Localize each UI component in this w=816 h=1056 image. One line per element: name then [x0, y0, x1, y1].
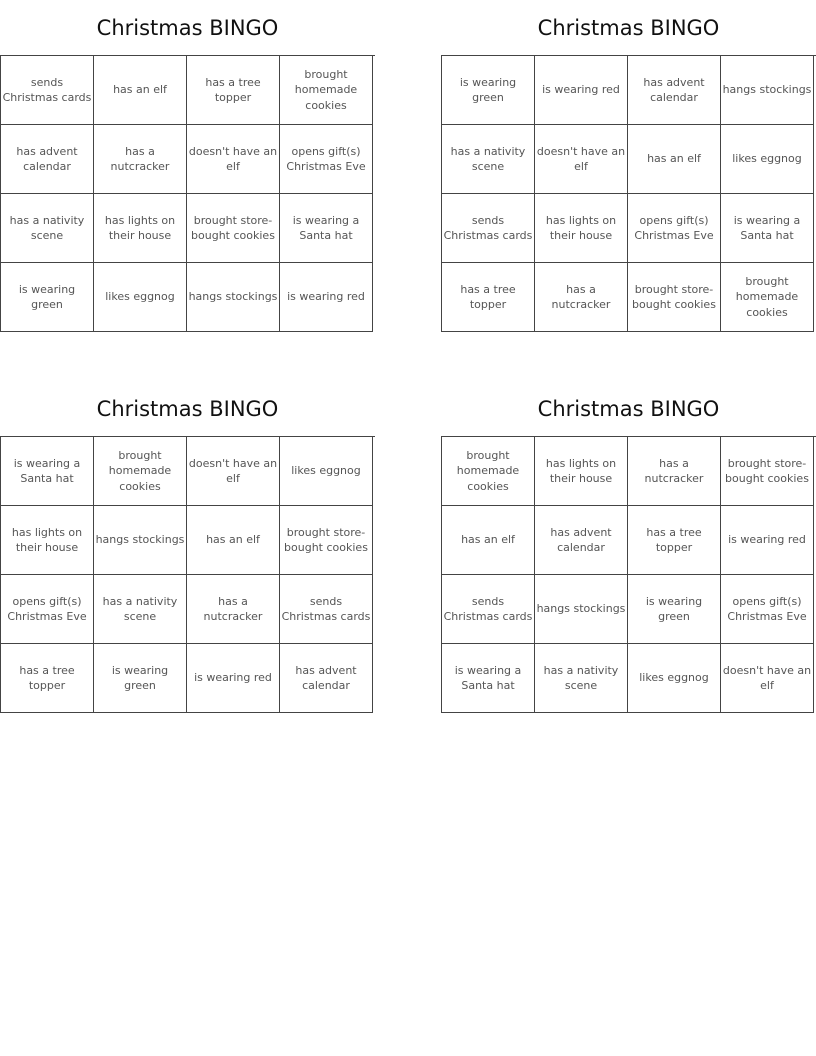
bingo-cell: has advent calendar: [535, 506, 628, 575]
bingo-cell: sends Christmas cards: [442, 194, 535, 263]
bingo-cell: has lights on their house: [535, 194, 628, 263]
bingo-grid: [441, 436, 816, 713]
bingo-grid: [441, 55, 816, 332]
bingo-cell: brought store-bought cookies: [721, 437, 814, 506]
bingo-cell: has lights on their house: [94, 194, 187, 263]
bingo-cell: is wearing green: [628, 575, 721, 644]
bingo-grid: [0, 55, 375, 332]
bingo-cell: is wearing green: [94, 644, 187, 713]
bingo-cell: has advent calendar: [280, 644, 373, 713]
bingo-cell: has a nativity scene: [94, 575, 187, 644]
bingo-card-3: [0, 381, 375, 692]
bingo-cell: has a tree topper: [1, 644, 94, 713]
bingo-cell: has an elf: [442, 506, 535, 575]
bingo-cell: has a nativity scene: [442, 125, 535, 194]
bingo-cell: brought homemade cookies: [442, 437, 535, 506]
bingo-cell: has a tree topper: [442, 263, 535, 332]
bingo-cell: has lights on their house: [1, 506, 94, 575]
bingo-cell: has a nutcracker: [187, 575, 280, 644]
bingo-cell: brought homemade cookies: [280, 56, 373, 125]
bingo-cell: likes eggnog: [628, 644, 721, 713]
bingo-cell: brought store-bought cookies: [280, 506, 373, 575]
bingo-cell: has an elf: [94, 56, 187, 125]
card-title: Christmas BINGO: [96, 16, 279, 40]
bingo-cell: has a tree topper: [628, 506, 721, 575]
bingo-cell: sends Christmas cards: [1, 56, 94, 125]
bingo-cell: is wearing red: [535, 56, 628, 125]
bingo-cell: likes eggnog: [280, 437, 373, 506]
bingo-cell: opens gift(s) Christmas Eve: [1, 575, 94, 644]
bingo-cell: has a tree topper: [187, 56, 280, 125]
bingo-cell: opens gift(s) Christmas Eve: [721, 575, 814, 644]
bingo-cell: brought store-bought cookies: [187, 194, 280, 263]
bingo-cell: has a nativity scene: [535, 644, 628, 713]
card-title: Christmas BINGO: [537, 16, 720, 40]
bingo-cell: likes eggnog: [94, 263, 187, 332]
bingo-cell: brought store-bought cookies: [628, 263, 721, 332]
bingo-cell: is wearing a Santa hat: [1, 437, 94, 506]
bingo-grid: [0, 436, 375, 713]
bingo-cell: is wearing a Santa hat: [280, 194, 373, 263]
bingo-cell: has an elf: [628, 125, 721, 194]
bingo-cell: is wearing red: [187, 644, 280, 713]
bingo-cell: has lights on their house: [535, 437, 628, 506]
bingo-cell: opens gift(s) Christmas Eve: [628, 194, 721, 263]
bingo-cell: sends Christmas cards: [280, 575, 373, 644]
bingo-cell: has a nativity scene: [1, 194, 94, 263]
bingo-cell: is wearing red: [721, 506, 814, 575]
bingo-cell: is wearing green: [442, 56, 535, 125]
bingo-cell: has a nutcracker: [94, 125, 187, 194]
bingo-cell: brought homemade cookies: [721, 263, 814, 332]
bingo-cell: sends Christmas cards: [442, 575, 535, 644]
bingo-cell: is wearing red: [280, 263, 373, 332]
bingo-cell: doesn't have an elf: [187, 125, 280, 194]
bingo-cell: has an elf: [187, 506, 280, 575]
bingo-cell: opens gift(s) Christmas Eve: [280, 125, 373, 194]
bingo-cell: doesn't have an elf: [721, 644, 814, 713]
bingo-cell: has advent calendar: [1, 125, 94, 194]
bingo-cell: doesn't have an elf: [535, 125, 628, 194]
bingo-cell: brought homemade cookies: [94, 437, 187, 506]
bingo-cell: hangs stockings: [535, 575, 628, 644]
bingo-cell: likes eggnog: [721, 125, 814, 194]
bingo-cell: is wearing green: [1, 263, 94, 332]
bingo-card-1: [0, 0, 375, 311]
card-title: Christmas BINGO: [537, 397, 720, 421]
bingo-card-2: [441, 0, 816, 319]
card-title: Christmas BINGO: [96, 397, 279, 421]
bingo-cell: has a nutcracker: [535, 263, 628, 332]
bingo-cell: has advent calendar: [628, 56, 721, 125]
bingo-cell: hangs stockings: [187, 263, 280, 332]
bingo-cell: is wearing a Santa hat: [442, 644, 535, 713]
bingo-cell: is wearing a Santa hat: [721, 194, 814, 263]
bingo-cell: doesn't have an elf: [187, 437, 280, 506]
bingo-cell: has a nutcracker: [628, 437, 721, 506]
bingo-card-4: [441, 381, 816, 692]
bingo-cell: hangs stockings: [94, 506, 187, 575]
bingo-cell: hangs stockings: [721, 56, 814, 125]
